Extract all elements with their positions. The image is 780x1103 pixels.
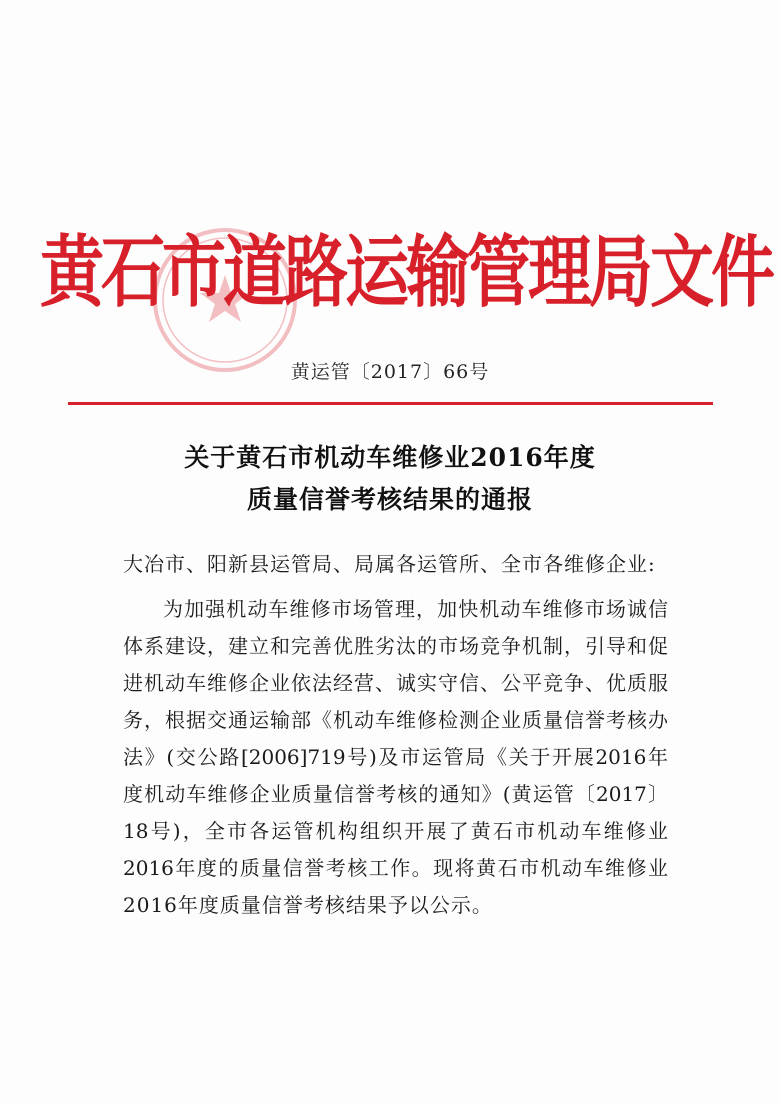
body-line: 法》(交公路[2006]719号)及市运管局《关于开展2016年 [123,745,668,769]
red-divider [68,402,713,405]
body-line: 2016年度的质量信誉考核工作。现将黄石市机动车维修业 [123,856,668,880]
document-number: 黄运管〔2017〕66号 [290,361,490,383]
addressee: 大冶市、阳新县运管局、局属各运管所、全市各维修企业: [123,552,656,576]
document-title-line: 关于黄石市机动车维修业2016年度 [184,443,596,472]
body-line: 为加强机动车维修市场管理，加快机动车维修市场诚信 [163,597,668,621]
body-line: 进机动车维修企业依法经营、诚实守信、公平竞争、优质服 [123,671,668,695]
body-line: 度机动车维修企业质量信誉考核的通知》(黄运管〔2017〕 [123,782,668,806]
body-line: 务，根据交通运输部《机动车维修检测企业质量信誉考核办 [123,708,668,732]
body-line: 2016年度质量信誉考核结果予以公示。 [123,893,493,917]
issuer-header: 黄石市道路运输管理局文件 [40,228,772,319]
body-line: 体系建设，建立和完善优胜劣汰的市场竞争机制，引导和促 [123,634,668,658]
body-line: 18号)，全市各运管机构组织开展了黄石市机动车维修业 [123,819,668,843]
document-title-line: 质量信誉考核结果的通报 [246,485,533,514]
